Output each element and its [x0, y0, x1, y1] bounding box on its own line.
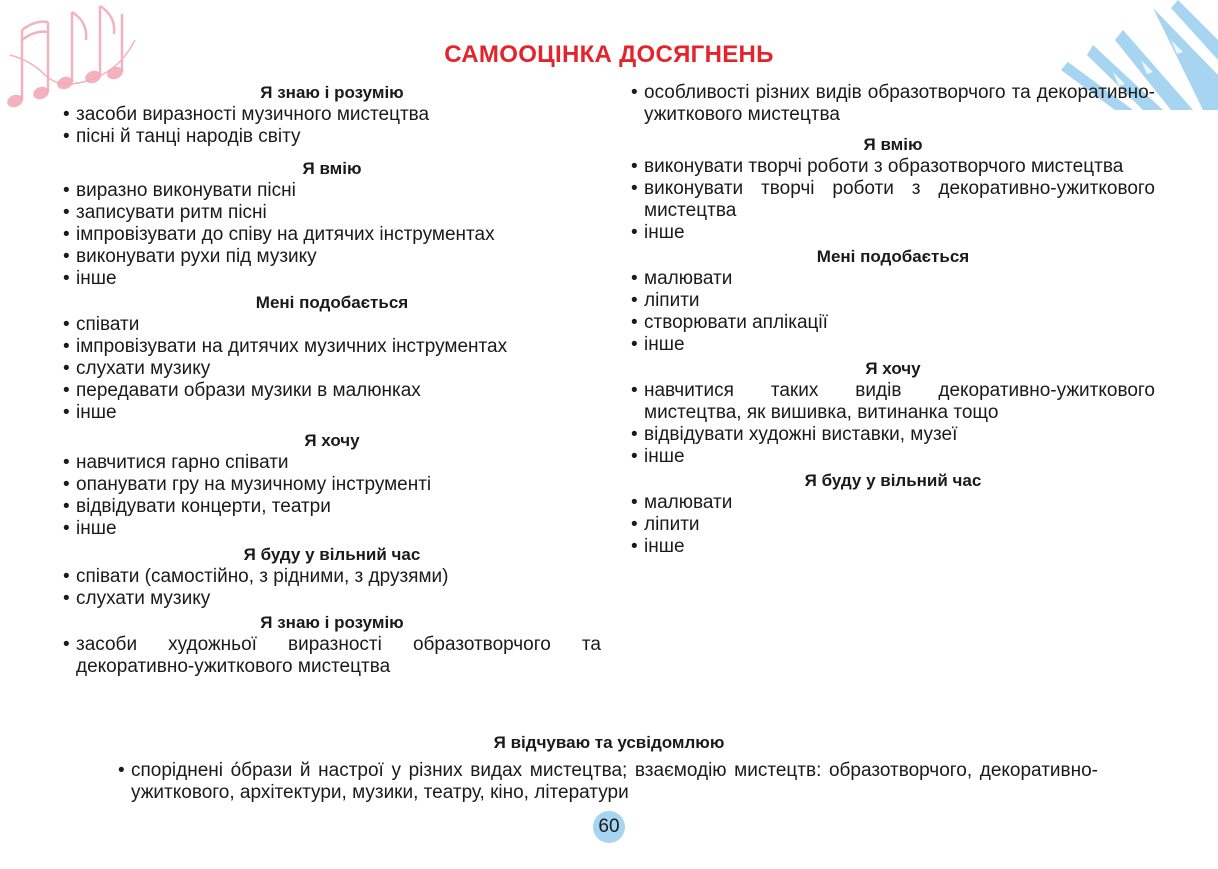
list-item: • співати (самостійно, з рідними, з друзями) [63, 566, 601, 588]
section-know-understand [63, 82, 601, 148]
section-heading: Мені подобається [816, 247, 970, 266]
list-item: • інше [631, 446, 1155, 468]
list-item: • малювати [631, 492, 1155, 514]
section-know-understand-art [63, 612, 601, 678]
section-can [63, 158, 601, 290]
list-item: • інше [631, 334, 1155, 356]
list-item: • записувати ритм пісні [63, 202, 601, 224]
page-title: САМООЦІНКА ДОСЯГНЕНЬ [444, 41, 774, 68]
section-features [631, 82, 1155, 126]
list-item: • створювати аплікації [631, 312, 1155, 334]
section-want [63, 430, 601, 540]
list-item: • інше [63, 402, 601, 424]
section-like [63, 292, 601, 424]
section-heading: Я знаю і розумію [260, 613, 404, 632]
list-item: • слухати музику [63, 588, 601, 610]
page-number: 60 [593, 811, 625, 843]
list-item: • інше [63, 268, 601, 290]
list-item: • виконувати творчі роботи з декоративно-ужиткового мистецтва [631, 178, 1155, 222]
list-item: • малювати [631, 268, 1155, 290]
list-item: • передавати образи музики в малюнках [63, 380, 601, 402]
list-item: • засоби художньої виразності образотворчого та декоративно-ужиткового мистецтва [63, 634, 601, 678]
section-can [631, 134, 1155, 244]
section-heading: Я буду у вільний час [804, 471, 982, 490]
right-column [631, 82, 1155, 560]
list-item: • пісні й танці народів світу [63, 126, 601, 148]
section-heading: Мені подобається [255, 293, 409, 312]
section-like [631, 246, 1155, 356]
list-item: • виконувати рухи під музику [63, 246, 601, 268]
section-want [631, 358, 1155, 468]
section-heading: Я хочу [304, 431, 360, 450]
left-column [63, 82, 601, 680]
list-item: • навчитися гарно співати [63, 452, 601, 474]
list-item: • інше [631, 222, 1155, 244]
list-item: • виконувати творчі роботи з образотворчого мистецтва [631, 156, 1155, 178]
list-item: • відвідувати концерти, театри [63, 496, 601, 518]
section-feel [118, 760, 1098, 806]
list-item: • споріднені о́брази й настрої у різних видах мистецтва; взаємодію мистецтв: образотворчого, декоративно-ужиткового, архітектури, музики, театру, кіно, літератури [118, 760, 1098, 804]
list-item: • ліпити [631, 290, 1155, 312]
section-free-time [63, 544, 601, 610]
section-heading-feel: Я відчуваю та усвідомлюю [493, 733, 725, 752]
section-heading: Я хочу [865, 359, 921, 378]
list-item: • опанувати гру на музичному інструменті [63, 474, 601, 496]
list-item: • виразно виконувати пісні [63, 180, 601, 202]
list-item: • навчитися таких видів декоративно-ужиткового мистецтва, як вишивка, витинанка тощо [631, 380, 1155, 424]
list-item: • особливості різних видів образотворчого та декоративно-ужиткового мистецтва [631, 82, 1155, 126]
list-item: • співати [63, 314, 601, 336]
list-item: • відвідувати художні виставки, музеї [631, 424, 1155, 446]
section-heading: Я вмію [863, 135, 923, 154]
list-item: • ліпити [631, 514, 1155, 536]
list-item: • слухати музику [63, 358, 601, 380]
section-heading: Я буду у вільний час [243, 545, 421, 564]
list-item: • інше [63, 518, 601, 540]
list-item: • засоби виразності музичного мистецтва [63, 104, 601, 126]
section-heading: Я знаю і розумію [260, 83, 404, 102]
list-item: • імпровізувати на дитячих музичних інструментах [63, 336, 601, 358]
list-item: • імпровізувати до співу на дитячих інструментах [63, 224, 601, 246]
section-free-time [631, 470, 1155, 558]
section-heading: Я вмію [302, 159, 362, 178]
list-item: • інше [631, 536, 1155, 558]
